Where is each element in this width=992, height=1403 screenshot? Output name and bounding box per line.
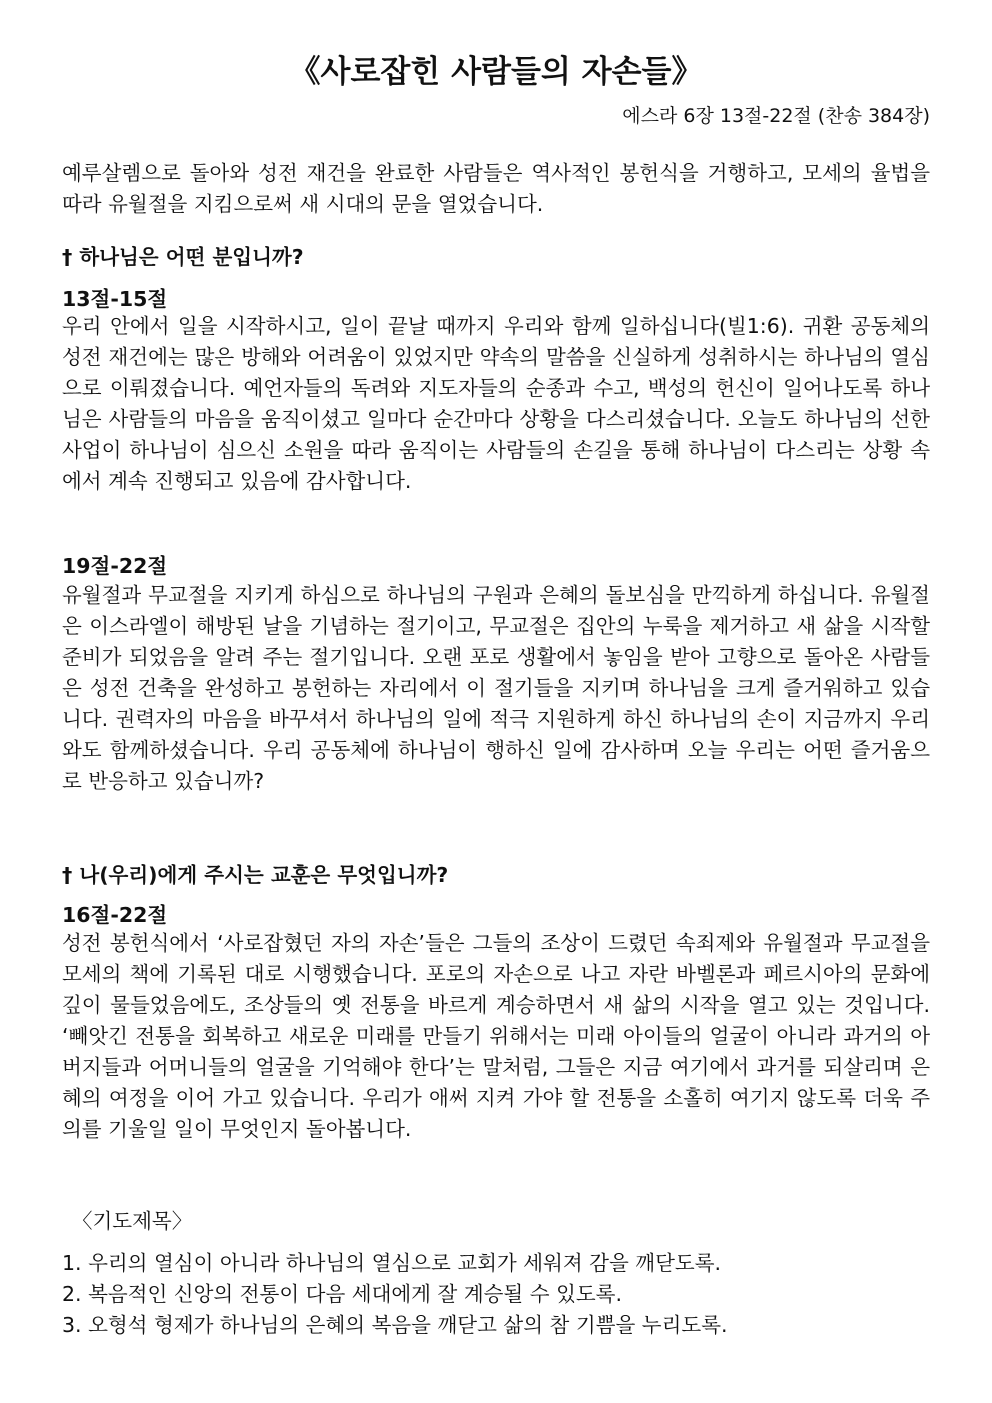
verse-range-3: 16절-22절	[62, 903, 168, 927]
prayer-item: 1. 우리의 열심이 아니라 하나님의 열심으로 교회가 세워져 감을 깨닫도록.	[62, 1251, 722, 1275]
prayer-item: 2. 복음적인 신앙의 전통이 다음 세대에게 잘 계승될 수 있도록.	[62, 1282, 622, 1306]
prayer-title: 〈기도제목〉	[72, 1209, 193, 1233]
body-paragraph-2: 유월절과 무교절을 지키게 하심으로 하나님의 구원과 은혜의 돌보심을 만끽하게 하십니다. 유월절은 이스라엘이 해방된 날을 기념하는 절기이고, 무교절은 집안의 누룩을 제거하고 새 삶을 시작할 준비가 되었음을 알려 주는 절기입니다. 오랜 포로 생활에서 놓임을 받아 고향으로 돌아온 사람들은 성전 건축을 완성하고 봉헌하는 자리에서 이 절기들을 지키며 하나님을 크게 즐거워하고 있습니다. 권력자의 마음을 바꾸셔서 하나님의 일에 적극 지원하게 하신 하나님의 손이 지금까지 우리와도 함께하셨습니다. 우리 공동체에 하나님이 행하신 일에 감사하며 오늘 우리는 어떤 즐거움으로 반응하고 있습니까?	[62, 583, 930, 793]
body-paragraph-1: 우리 안에서 일을 시작하시고, 일이 끝날 때까지 우리와 함께 일하십니다(빌1:6). 귀환 공동체의 성전 재건에는 많은 방해와 어려움이 있었지만 약속의 말씀을 신실하게 성취하시는 하나님의 열심으로 이뤄졌습니다. 예언자들의 독려와 지도자들의 순종과 수고, 백성의 헌신이 일어나도록 하나님은 사람들의 마음을 움직이셨고 일마다 순간마다 상황을 다스리셨습니다. 오늘도 하나님의 선한 사업이 하나님이 심으신 소원을 따라 움직이는 사람들의 손길을 통해 하나님이 다스리는 상황 속에서 계속 진행되고 있음에 감사합니다.	[62, 314, 930, 493]
body-paragraph-3: 성전 봉헌식에서 ‘사로잡혔던 자의 자손’들은 그들의 조상이 드렸던 속죄제와 유월절과 무교절을 모세의 책에 기록된 대로 시행했습니다. 포로의 자손으로 나고 자란 바벨론과 페르시아의 문화에 깊이 물들었음에도, 조상들의 옛 전통을 바르게 계승하면서 새 삶의 시작을 열고 있는 것입니다. ‘빼앗긴 전통을 회복하고 새로운 미래를 만들기 위해서는 미래 아이들의 얼굴이 아니라 과거의 아버지들과 어머니들의 얼굴을 기억해야 한다’는 말처럼, 그들은 지금 여기에서 과거를 되살리며 은혜의 여정을 이어 가고 있습니다. 우리가 애써 지켜 가야 할 전통을 소홀히 여기지 않도록 더욱 주의를 기울일 일이 무엇인지 돌아봅니다.	[62, 931, 930, 1141]
verse-range-1: 13절-15절	[62, 287, 168, 311]
section-heading-lesson: † 나(우리)에게 주시는 교훈은 무엇입니까?	[62, 863, 449, 887]
verse-range-2: 19절-22절	[62, 554, 168, 578]
section-heading-god: † 하나님은 어떤 분입니까?	[62, 245, 304, 269]
intro-paragraph: 예루살렘으로 돌아와 성전 재건을 완료한 사람들은 역사적인 봉헌식을 거행하고, 모세의 율법을 따라 유월절을 지킴으로써 새 시대의 문을 열었습니다.	[62, 161, 930, 216]
prayer-item: 3. 오형석 형제가 하나님의 은혜의 복음을 깨닫고 삶의 참 기쁨을 누리도록.	[62, 1313, 728, 1337]
prayer-list	[62, 1248, 930, 1341]
page-title: 《사로잡힌 사람들의 자손들》	[289, 54, 703, 90]
scripture-reference: 에스라 6장 13절-22절 (찬송 384장)	[622, 105, 930, 127]
